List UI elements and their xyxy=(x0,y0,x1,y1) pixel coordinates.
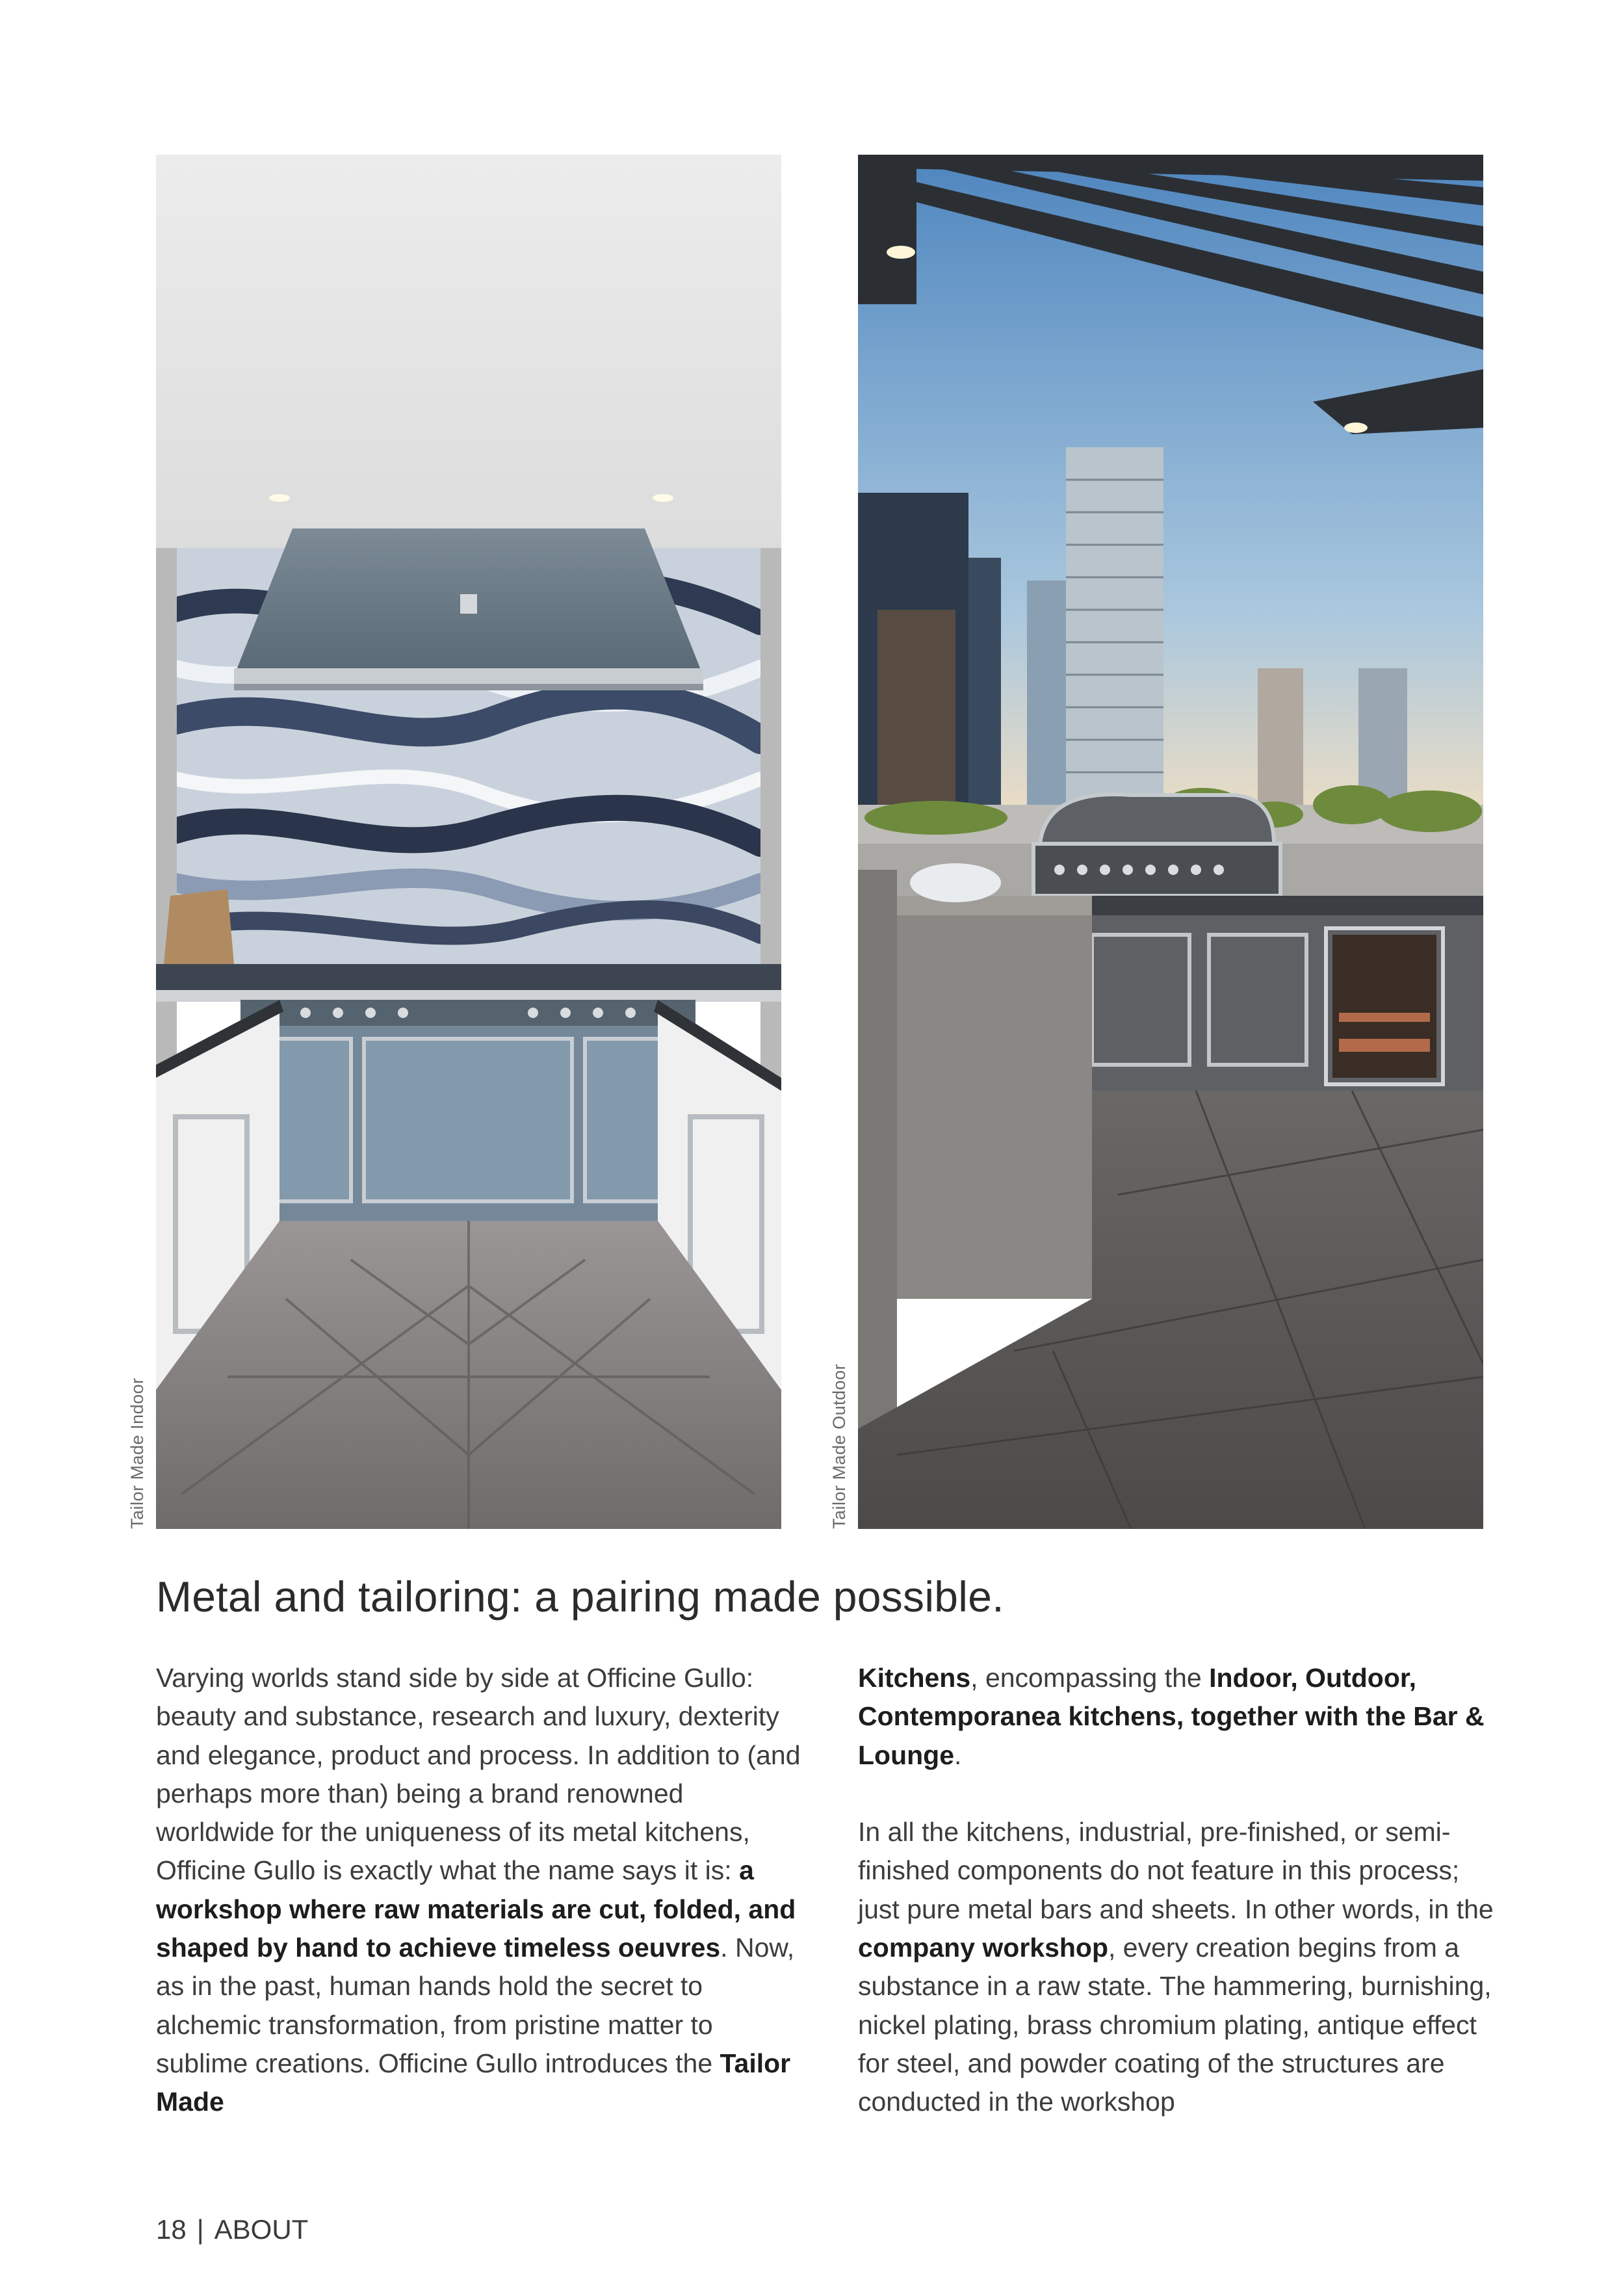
article-headline: Metal and tailoring: a pairing made possible. xyxy=(156,1572,1004,1621)
body-paragraph xyxy=(156,1659,806,2122)
body-column-right xyxy=(858,1659,1508,2122)
body-paragraph xyxy=(858,1813,1508,2121)
body-text: Varying worlds stand side by side at Officine Gullo: beauty and substance, research and luxury, dexterity and elegance, product and process. In addition to (and perhaps more than) being a brand renowned worldwide for the uniqueness of its metal kitchens, Officine Gullo is exactly what the name says it is: xyxy=(156,1663,801,1886)
indoor-photo-caption: Tailor Made Indoor xyxy=(127,1377,147,1529)
outdoor-kitchen-illustration xyxy=(858,155,1483,1529)
outdoor-photo-caption: Tailor Made Outdoor xyxy=(829,1363,849,1529)
body-paragraph xyxy=(858,1659,1508,1775)
body-text: . Now, as in the past, human hands hold the secret to alchemic transformation, from pristine matter to sublime creations. Officine Gullo introduces the xyxy=(156,1933,795,2078)
page-folio xyxy=(156,2214,308,2245)
body-text: In all the kitchens, industrial, pre-finished, or semi-finished components do not feature in this process; just pure metal bars and sheets. In other words, in the xyxy=(858,1817,1494,1924)
body-emphasis: company workshop xyxy=(858,1933,1109,1963)
body-emphasis: Kitchens xyxy=(858,1663,971,1693)
indoor-kitchen-photo xyxy=(156,155,781,1529)
body-emphasis: a workshop where raw materials are cut, folded, and shaped by hand to achieve timeless oeuvres xyxy=(156,1855,796,1963)
page-number: 18 xyxy=(156,2214,187,2245)
body-text: . xyxy=(954,1740,962,1770)
outdoor-kitchen-photo xyxy=(858,155,1483,1529)
body-emphasis: Tailor Made xyxy=(156,2048,791,2117)
section-name: ABOUT xyxy=(214,2214,309,2245)
body-text: , encompassing the xyxy=(970,1663,1210,1693)
indoor-kitchen-illustration xyxy=(156,155,781,1529)
body-emphasis: Indoor, Outdoor, Contemporanea kitchens, together with the Bar & Lounge xyxy=(858,1663,1485,1770)
folio-separator: | xyxy=(196,2214,204,2245)
paragraph-spacer xyxy=(858,1775,1508,1813)
body-column-left xyxy=(156,1659,806,2122)
body-text: , every creation begins from a substance in a raw state. The hammering, burnishing, nickel plating, brass chromium plating, antique effect for steel, and powder coating of the structures are conducted in the workshop xyxy=(858,1933,1492,2117)
